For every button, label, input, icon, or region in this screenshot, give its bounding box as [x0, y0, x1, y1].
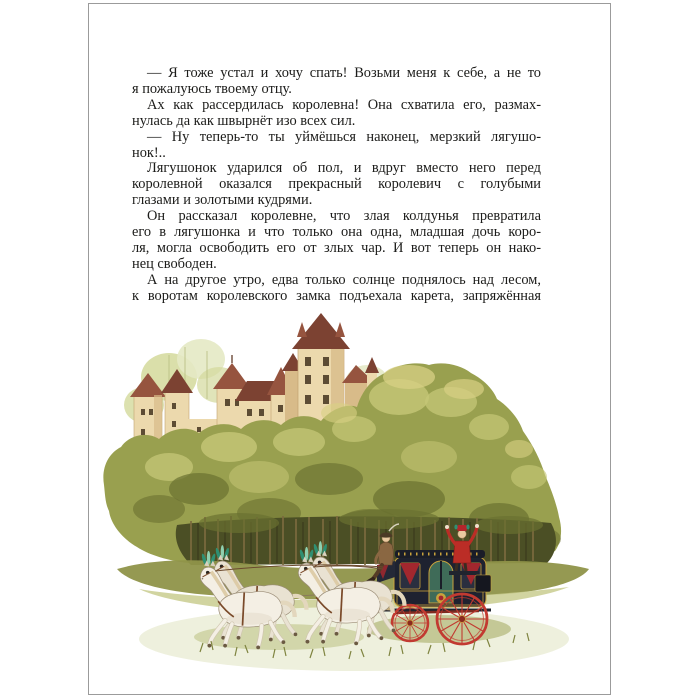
story-text-line: ля, могла освободить его от злых чар. И вот теперь он нако-: [132, 239, 541, 256]
castle-forest-carriage-illustration: [99, 307, 604, 682]
story-text-line: Он рассказал королевне, что злая колдунья превратила: [147, 208, 541, 225]
story-text-line: нулась да как швырнёт изо всех сил.: [132, 112, 356, 129]
luggage-trunk: [475, 575, 491, 592]
carriage-wheel-rear: [437, 594, 487, 644]
story-text-line: Ах как рассердилась королевна! Она схватила его, размах-: [147, 96, 541, 113]
book-page: [88, 3, 611, 695]
tree-trunks: [176, 509, 556, 565]
story-text-line: глазами и золотыми кудрями.: [132, 192, 313, 209]
story-text-line: я пожалуюсь твоему отцу.: [132, 80, 292, 97]
story-text: [132, 66, 541, 305]
story-text-line: его в лягушонка и что только она одна, младшая дочь коро-: [132, 224, 541, 241]
carriage-wheel-front: [392, 605, 428, 641]
story-text-line: Лягушонок ударился об пол, и вдруг вместо него перед: [147, 160, 541, 177]
story-text-line: королевной оказался прекрасный королевич с голубыми: [132, 176, 541, 193]
story-text-line: — Я тоже устал и хочу спать! Возьми меня к себе, а не то: [147, 65, 541, 81]
story-text-line: нец свободен.: [132, 255, 217, 272]
story-text-line: — Ну теперь-то ты уймёшься наконец, мерзкий лягушо-: [147, 128, 541, 145]
story-text-line: А на другое утро, едва только солнце поднялось над лесом,: [147, 271, 541, 288]
story-text-line: к воротам королевского замка подъехала карета, запряжённая: [132, 287, 541, 304]
story-text-line: нок!..: [132, 144, 166, 161]
